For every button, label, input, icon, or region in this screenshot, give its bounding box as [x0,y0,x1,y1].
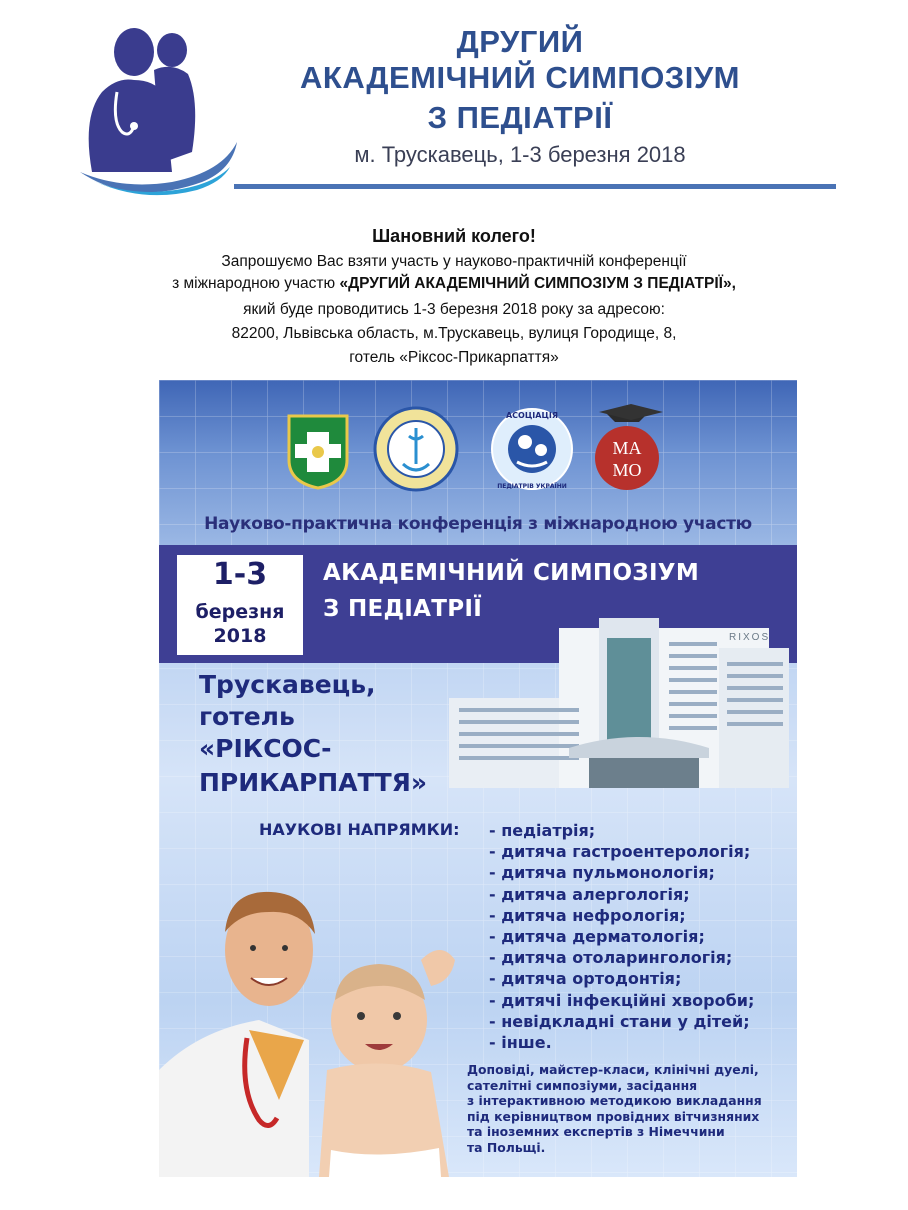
list-item: - невідкладні стани у дітей; [489,1011,750,1031]
date-days: 1-3 [212,557,268,592]
svg-text:МО: МО [612,460,642,480]
list-item: - дитяча отоларингологія; [489,948,733,968]
header-subtitle: м. Трускавець, 1-3 березня 2018 [354,142,686,167]
header-title-line3: З ПЕДІАТРІЇ [427,100,613,135]
symposium-name: «ДРУГИЙ АКАДЕМІЧНИЙ СИМПОЗІУМ З ПЕДІАТРІЇ», [339,275,736,292]
header-divider [234,184,836,189]
letter-hotel: готель «Ріксос-Прикарпаття» [349,349,559,366]
svg-text:МА: МА [612,438,642,458]
svg-text:ПЕДІАТРІВ УКРАЇНИ: ПЕДІАТРІВ УКРАЇНИ [497,483,567,490]
list-item: - дитяча алергологія; [489,884,690,904]
svg-text:RIXOS: RIXOS [729,632,771,643]
letter-line2-prefix: з міжнародною участю [172,275,340,292]
hotel-building-image [439,608,797,798]
hotel-name-line1: «РІКСОС- [199,734,332,763]
list-item: - педіатрія; [489,821,596,840]
letter-line2 [40,274,868,294]
mamo-logo-icon [591,404,663,494]
header-title-line1: ДРУГИЙ [456,24,584,59]
footer-line: з інтерактивною методикою викладання [467,1093,762,1108]
pediatric-association-logo-icon [489,406,575,492]
poster-title-line1: АКАДЕМІЧНИЙ СИМПОЗІУМ [323,560,700,586]
date-box [175,553,305,657]
list-item: - дитяча ортодонтія; [489,969,682,989]
header-title-line2: АКАДЕМІЧНИЙ СИМПОЗІУМ [300,60,740,95]
list-item: - дитячі інфекційні хвороби; [489,990,755,1010]
conference-poster [159,380,797,1177]
list-item: - дитяча нефрологія; [489,905,686,925]
letter-address: 82200, Львівська область, м.Трускавець, вулиця Городище, 8, [231,325,677,342]
directions-heading: НАУКОВІ НАПРЯМКИ: [259,820,460,839]
poster-footer-text [467,1062,791,1155]
date-month: березня [195,601,285,623]
footer-line: під керівництвом провідних вітчизняних [467,1108,760,1124]
doctor-with-child-logo-icon [72,22,242,200]
ministry-emblem-icon [283,410,353,490]
footer-line: Доповіді, майстер-класи, клінічні дуелі, [467,1062,759,1077]
letter-line3: який буде проводитись 1-3 березня 2018 року за адресою: [243,301,665,318]
doctor-with-baby-image [159,860,469,1177]
date-year: 2018 [213,625,267,647]
hotel-name-line2: ПРИКАРПАТТЯ» [199,768,428,797]
list-item: - дитяча пульмонологія; [489,863,715,883]
medical-academy-seal-icon [373,406,459,492]
city-line2: готель [199,702,295,731]
letter-line1: Запрошуємо Вас взяти участь у науково-практичній конференції [221,253,687,270]
poster-title-line2: З ПЕДІАТРІЇ [323,596,483,622]
list-item: - дитяча дерматологія; [489,927,705,947]
directions-list [489,820,754,1053]
greeting: Шановний колего! [372,226,536,246]
list-item: - дитяча гастроентерологія; [489,842,751,862]
city-line1: Трускавець, [199,670,376,699]
footer-line: та іноземних експертів з Німеччини [467,1124,725,1139]
conference-type: Науково-практична конференція з міжнародною участю [204,514,752,534]
list-item: - інше. [489,1033,552,1053]
svg-text:АСОЦІАЦІЯ: АСОЦІАЦІЯ [505,411,559,420]
footer-line: сателітні симпозіуми, засідання [467,1077,698,1093]
footer-line: та Польщі. [467,1139,546,1155]
